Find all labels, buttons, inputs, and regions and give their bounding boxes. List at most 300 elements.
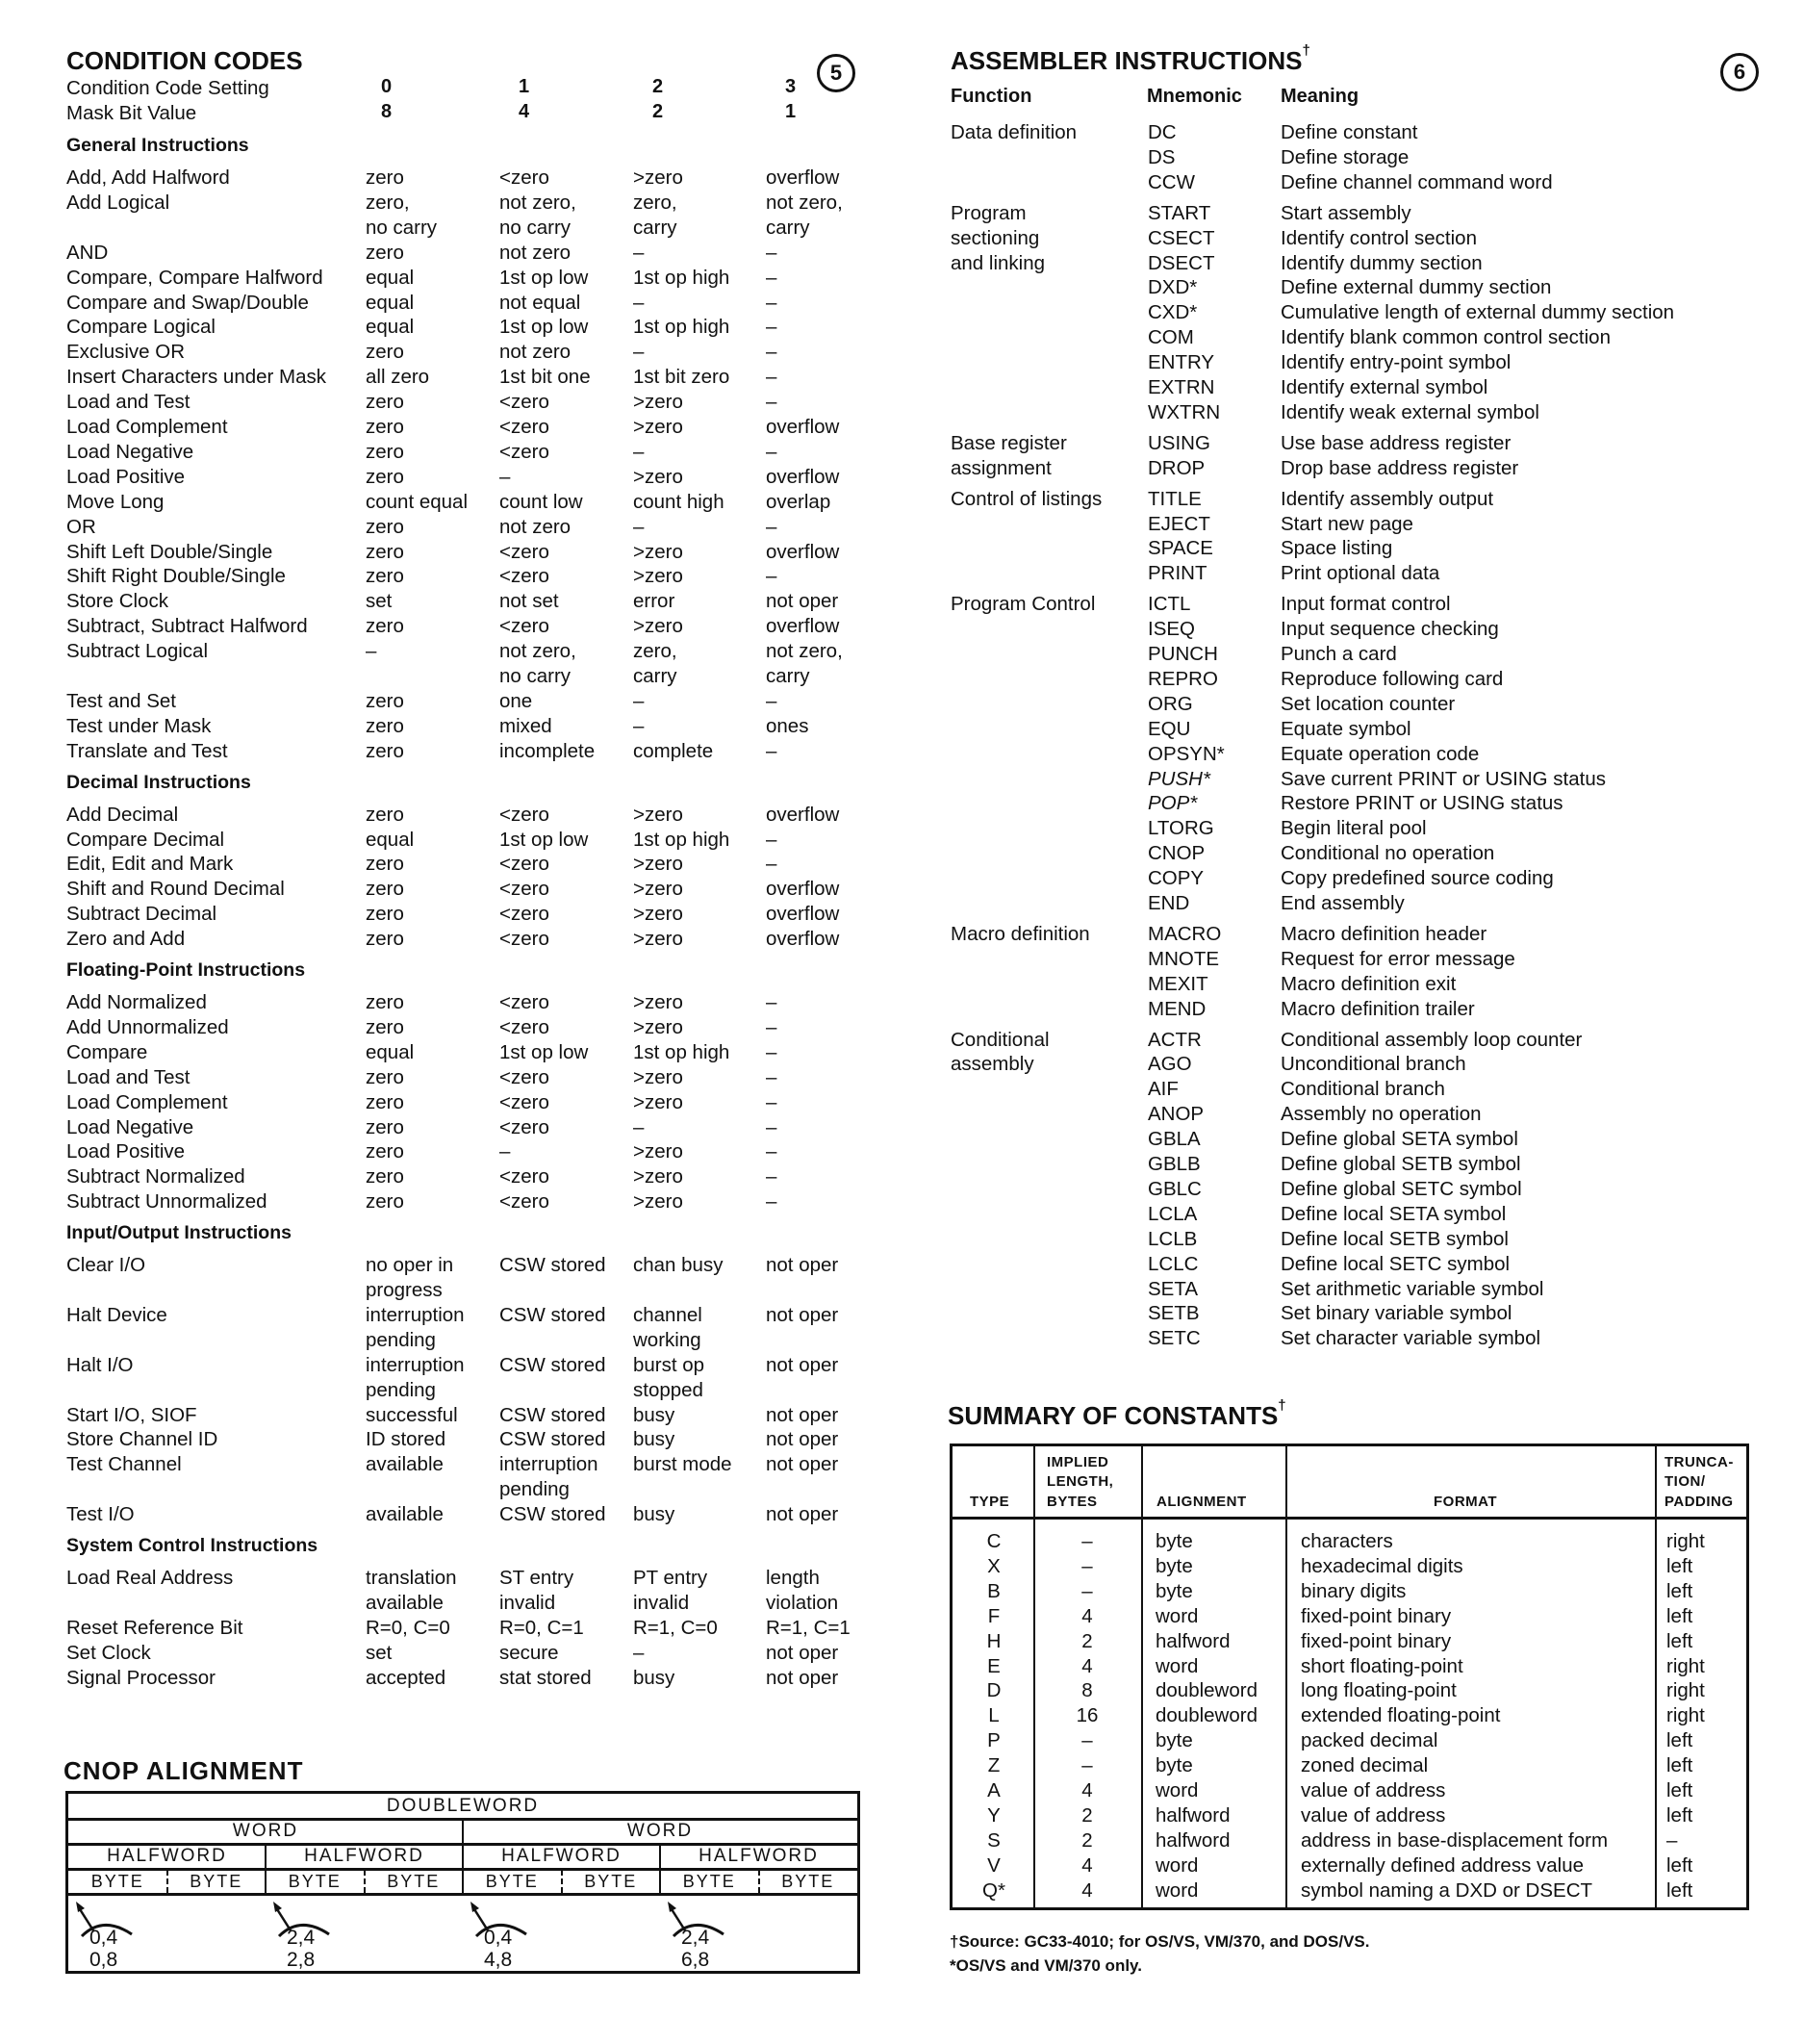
constant-alignment: doubleword	[1156, 1704, 1258, 1727]
condition-code-cell: not oper	[766, 590, 839, 613]
condition-code-cell: >zero	[633, 853, 683, 876]
condition-code-cell: 1st op high	[633, 316, 730, 339]
byte-label: BYTE	[387, 1872, 441, 1891]
constant-truncation-padding: right	[1666, 1654, 1705, 1677]
condition-code-cell: R=0, C=1	[499, 1616, 584, 1639]
mnemonic-header: Mnemonic	[1147, 86, 1242, 107]
condition-code-cell: not equal	[499, 291, 581, 314]
meaning: Punch a card	[1281, 643, 1397, 665]
meaning: Request for error message	[1281, 947, 1515, 970]
instruction-name: Exclusive OR	[66, 341, 186, 364]
condition-code-cell: <zero	[499, 615, 549, 638]
condition-code-cell: zero	[366, 689, 404, 712]
condition-code-cell: progress	[366, 1279, 443, 1301]
mnemonic: USING	[1148, 431, 1210, 454]
condition-code-cell: <zero	[499, 803, 549, 826]
condition-code-cell: equal	[366, 828, 415, 851]
function-label: Conditional	[951, 1028, 1050, 1051]
condition-code-cell: burst op	[633, 1353, 705, 1376]
condition-code-cell: <zero	[499, 1190, 549, 1214]
condition-code-cell: zero	[366, 440, 404, 463]
constant-type: A	[987, 1779, 1001, 1801]
meaning: Space listing	[1281, 537, 1393, 560]
condition-code-cell: –	[766, 515, 777, 538]
instruction-name: Zero and Add	[66, 928, 186, 951]
condition-code-cell: burst mode	[633, 1453, 732, 1476]
condition-code-cell: <zero	[499, 878, 549, 901]
constant-implied-length: 4	[1081, 1878, 1093, 1902]
condition-code-cell: equal	[366, 316, 415, 339]
meaning: Conditional no operation	[1281, 842, 1495, 865]
condition-code-cell: complete	[633, 739, 714, 762]
condition-code-cell: overflow	[766, 166, 840, 189]
mnemonic: PUSH*	[1148, 767, 1210, 790]
mnemonic: ENTRY	[1148, 351, 1215, 374]
function-label: Base register	[951, 431, 1067, 454]
constant-format: value of address	[1301, 1803, 1446, 1827]
constant-truncation-padding: left	[1666, 1754, 1693, 1777]
constant-format: extended floating-point	[1301, 1704, 1501, 1727]
halfword-label: HALFWORD	[699, 1846, 819, 1866]
function-label: and linking	[951, 251, 1046, 274]
constant-implied-length: 4	[1081, 1654, 1093, 1677]
instruction-name: Store Clock	[66, 590, 168, 613]
instruction-name: Load Negative	[66, 440, 194, 463]
instruction-name: Start I/O, SIOF	[66, 1403, 197, 1426]
constant-truncation-padding: right	[1666, 1704, 1705, 1727]
instruction-name: Load Positive	[66, 1140, 186, 1163]
condition-code-cell: <zero	[499, 1015, 549, 1038]
condition-code-cell: carry	[633, 665, 677, 687]
condition-code-cell: –	[633, 1641, 645, 1664]
meaning: Macro definition exit	[1281, 972, 1457, 995]
function-label: Program	[951, 201, 1027, 224]
constant-truncation-padding: left	[1666, 1853, 1693, 1877]
condition-code-cell: no oper in	[366, 1254, 454, 1277]
condition-code-cell: busy	[633, 1503, 675, 1526]
condition-code-cell: 1st op high	[633, 266, 730, 289]
mnemonic: CXD*	[1148, 301, 1198, 324]
byte-label: BYTE	[781, 1872, 835, 1891]
condition-code-cell: –	[766, 440, 777, 463]
implied-length-header: LENGTH,	[1047, 1473, 1114, 1490]
instruction-name: Shift Right Double/Single	[66, 565, 286, 588]
constant-implied-length: 4	[1081, 1604, 1093, 1627]
condition-code-cell: zero	[366, 1090, 404, 1113]
mnemonic: AGO	[1148, 1053, 1192, 1076]
constants-title-text: SUMMARY OF CONSTANTS	[948, 1401, 1279, 1430]
condition-code-cell: ones	[766, 714, 809, 737]
alignment-header: ALIGNMENT	[1156, 1493, 1247, 1510]
condition-code-cell: not oper	[766, 1254, 839, 1277]
condition-code-cell: <zero	[499, 853, 549, 876]
condition-code-cell: 1st op high	[633, 1040, 730, 1063]
meaning: Reproduce following card	[1281, 667, 1504, 690]
table-column-divider	[1285, 1446, 1287, 1907]
condition-code-cell: translation	[366, 1567, 457, 1589]
condition-code-cell: not zero	[499, 515, 572, 538]
cnop-operand-top: 0,4	[484, 1927, 513, 1949]
dagger-mark: †	[1278, 1397, 1286, 1414]
section-heading: System Control Instructions	[66, 1535, 318, 1556]
condition-code-cell: invalid	[499, 1591, 556, 1614]
condition-code-cell: >zero	[633, 465, 683, 488]
instruction-name: Compare and Swap/Double	[66, 291, 309, 314]
mnemonic: PUNCH	[1148, 643, 1218, 665]
condition-code-cell: not zero,	[499, 640, 576, 663]
condition-code-cell: working	[633, 1328, 701, 1351]
condition-code-value: 3	[785, 76, 797, 97]
condition-code-cell: zero	[366, 615, 404, 638]
format-header: FORMAT	[1434, 1493, 1498, 1510]
instruction-name: Load Complement	[66, 416, 228, 438]
constant-alignment: byte	[1156, 1530, 1193, 1552]
mnemonic: GBLC	[1148, 1177, 1202, 1200]
condition-code-cell: overflow	[766, 416, 840, 438]
instruction-name: Load Complement	[66, 1090, 228, 1113]
meaning: Define global SETB symbol	[1281, 1153, 1521, 1175]
condition-code-cell: –	[766, 1015, 777, 1038]
instruction-name: Subtract Normalized	[66, 1165, 245, 1188]
condition-code-cell: busy	[633, 1666, 675, 1689]
mnemonic: COM	[1148, 326, 1194, 349]
condition-code-cell: >zero	[633, 803, 683, 826]
constant-type: H	[986, 1629, 1002, 1652]
mnemonic: SPACE	[1148, 537, 1213, 560]
instruction-name: Compare Logical	[66, 316, 216, 339]
condition-code-cell: not set	[499, 590, 559, 613]
condition-code-cell: zero	[366, 241, 404, 264]
instruction-name: Load Positive	[66, 465, 186, 488]
condition-code-cell: zero	[366, 1190, 404, 1214]
constant-format: fixed-point binary	[1301, 1604, 1452, 1627]
condition-code-cell: zero	[366, 465, 404, 488]
condition-code-cell: secure	[499, 1641, 559, 1664]
condition-code-cell: not oper	[766, 1303, 839, 1326]
instruction-name: Shift and Round Decimal	[66, 878, 285, 901]
constant-format: packed decimal	[1301, 1729, 1438, 1752]
condition-code-cell: zero	[366, 416, 404, 438]
meaning: Set character variable symbol	[1281, 1327, 1541, 1350]
constant-truncation-padding: –	[1666, 1828, 1678, 1852]
instruction-name: Store Channel ID	[66, 1428, 218, 1451]
condition-code-cell: <zero	[499, 391, 549, 414]
condition-code-cell: overflow	[766, 540, 840, 563]
instruction-name: Compare	[66, 1040, 148, 1063]
constant-implied-length: –	[1081, 1554, 1093, 1577]
condition-code-cell: >zero	[633, 991, 683, 1013]
constant-implied-length: 8	[1081, 1679, 1093, 1702]
condition-code-cell: zero	[366, 1140, 404, 1163]
constant-alignment: byte	[1156, 1579, 1193, 1602]
condition-code-cell: –	[766, 1065, 777, 1088]
condition-code-cell: 1st op high	[633, 828, 730, 851]
mnemonic: OPSYN*	[1148, 742, 1225, 765]
mnemonic: SETC	[1148, 1327, 1201, 1350]
condition-code-cell: >zero	[633, 416, 683, 438]
meaning: Copy predefined source coding	[1281, 867, 1554, 890]
condition-code-cell: zero	[366, 515, 404, 538]
constant-type: P	[987, 1729, 1001, 1752]
instruction-name: Subtract Logical	[66, 640, 209, 663]
condition-code-cell: not oper	[766, 1353, 839, 1376]
instruction-name: Edit, Edit and Mark	[66, 853, 234, 876]
condition-code-cell: not zero,	[499, 191, 576, 214]
constant-implied-length: 4	[1081, 1853, 1093, 1877]
condition-code-cell: >zero	[633, 391, 683, 414]
condition-code-cell: >zero	[633, 1090, 683, 1113]
condition-code-cell: –	[633, 241, 645, 264]
section-heading: Decimal Instructions	[66, 771, 251, 793]
mnemonic: LCLC	[1148, 1252, 1199, 1275]
condition-code-cell: incomplete	[499, 739, 596, 762]
condition-code-cell: busy	[633, 1403, 675, 1426]
condition-code-cell: pending	[366, 1328, 436, 1351]
condition-code-cell: <zero	[499, 1065, 549, 1088]
meaning: Input format control	[1281, 593, 1451, 616]
condition-code-cell: <zero	[499, 166, 549, 189]
meaning: Conditional branch	[1281, 1078, 1445, 1101]
constant-format: long floating-point	[1301, 1679, 1457, 1702]
table-column-divider	[1655, 1446, 1657, 1907]
meaning: Start new page	[1281, 512, 1413, 535]
condition-code-cell: zero	[366, 853, 404, 876]
condition-code-cell: busy	[633, 1428, 675, 1451]
section-heading: Floating-Point Instructions	[66, 959, 306, 981]
condition-code-cell: CSW stored	[499, 1353, 606, 1376]
instruction-name: Test under Mask	[66, 714, 212, 737]
instruction-name: Load Negative	[66, 1115, 194, 1138]
mnemonic: POP*	[1148, 792, 1198, 815]
condition-code-cell: –	[766, 1140, 777, 1163]
constant-implied-length: –	[1081, 1754, 1093, 1777]
mnemonic: END	[1148, 892, 1190, 914]
condition-code-cell: set	[366, 1641, 393, 1664]
condition-code-cell: –	[633, 689, 645, 712]
mnemonic: ISEQ	[1148, 618, 1195, 641]
condition-code-cell: carry	[766, 665, 810, 687]
constant-format: short floating-point	[1301, 1654, 1463, 1677]
constant-alignment: byte	[1156, 1729, 1193, 1752]
condition-code-cell: not zero	[499, 341, 572, 364]
assembler-instructions-title	[951, 42, 1310, 76]
condition-code-cell: 1st op low	[499, 316, 589, 339]
condition-code-cell: overflow	[766, 928, 840, 951]
function-label: assignment	[951, 456, 1052, 479]
mnemonic: WXTRN	[1148, 400, 1221, 423]
instruction-name: Load and Test	[66, 391, 191, 414]
condition-code-cell: zero	[366, 903, 404, 926]
mnemonic: DROP	[1148, 456, 1206, 479]
instruction-name: Compare, Compare Halfword	[66, 266, 323, 289]
mnemonic: LCLB	[1148, 1227, 1198, 1250]
condition-code-cell: CSW stored	[499, 1303, 606, 1326]
mnemonic: DS	[1148, 145, 1176, 168]
condition-code-cell: –	[766, 316, 777, 339]
constant-truncation-padding: left	[1666, 1779, 1693, 1801]
condition-code-cell: –	[766, 391, 777, 414]
mnemonic: COPY	[1148, 867, 1205, 890]
meaning: Restore PRINT or USING status	[1281, 792, 1563, 815]
instruction-name: Test Channel	[66, 1453, 182, 1476]
condition-code-cell: pending	[366, 1378, 436, 1401]
instruction-name: Load Real Address	[66, 1567, 234, 1589]
constant-implied-length: –	[1081, 1530, 1093, 1552]
condition-code-cell: –	[766, 1040, 777, 1063]
condition-code-cell: zero	[366, 878, 404, 901]
function-label: Control of listings	[951, 487, 1103, 510]
condition-code-cell: >zero	[633, 1190, 683, 1214]
instruction-name: Subtract, Subtract Halfword	[66, 615, 308, 638]
constant-implied-length: 2	[1081, 1629, 1093, 1652]
meaning: Save current PRINT or USING status	[1281, 767, 1606, 790]
condition-code-cell: >zero	[633, 540, 683, 563]
meaning: Use base address register	[1281, 431, 1512, 454]
constant-truncation-padding: left	[1666, 1878, 1693, 1902]
condition-code-cell: stopped	[633, 1378, 703, 1401]
instruction-name: Subtract Unnormalized	[66, 1190, 267, 1214]
constant-type: S	[987, 1828, 1001, 1852]
meaning: Unconditional branch	[1281, 1053, 1466, 1076]
condition-code-cell: no carry	[499, 216, 572, 239]
constant-implied-length: 4	[1081, 1779, 1093, 1801]
condition-code-cell: overflow	[766, 903, 840, 926]
mnemonic: DSECT	[1148, 251, 1215, 274]
meaning: Identify external symbol	[1281, 376, 1488, 398]
meaning: Define channel command word	[1281, 170, 1553, 193]
mnemonic: ACTR	[1148, 1028, 1202, 1051]
condition-code-cell: overflow	[766, 465, 840, 488]
halfword-label: HALFWORD	[501, 1846, 622, 1866]
condition-code-cell: channel	[633, 1303, 702, 1326]
instruction-name: Load and Test	[66, 1065, 191, 1088]
condition-code-cell: <zero	[499, 991, 549, 1013]
condition-code-cell: zero	[366, 341, 404, 364]
instruction-name: Clear I/O	[66, 1254, 146, 1277]
implied-length-header: BYTES	[1047, 1493, 1098, 1510]
condition-code-cell: >zero	[633, 1140, 683, 1163]
mnemonic: ORG	[1148, 692, 1193, 715]
condition-code-cell: overflow	[766, 803, 840, 826]
mnemonic: SETB	[1148, 1302, 1200, 1325]
instruction-name: Insert Characters under Mask	[66, 366, 327, 389]
mnemonic: LTORG	[1148, 817, 1214, 840]
condition-code-cell: successful	[366, 1403, 458, 1426]
meaning: Input sequence checking	[1281, 618, 1499, 641]
mask-bit-value: 8	[381, 101, 393, 122]
constant-type: Q*	[982, 1878, 1005, 1902]
condition-code-cell: zero	[366, 391, 404, 414]
mnemonic: MEND	[1148, 997, 1207, 1020]
constant-type: Z	[987, 1754, 1001, 1777]
constant-alignment: halfword	[1156, 1828, 1231, 1852]
condition-code-cell: –	[633, 1115, 645, 1138]
condition-code-cell: 1st op low	[499, 266, 589, 289]
table-header-divider	[953, 1517, 1746, 1520]
condition-code-cell: >zero	[633, 615, 683, 638]
mask-bit-value: 4	[519, 101, 530, 122]
condition-code-cell: chan busy	[633, 1254, 724, 1277]
condition-code-cell: zero,	[633, 640, 677, 663]
constant-implied-length: 2	[1081, 1803, 1093, 1827]
constant-alignment: byte	[1156, 1754, 1193, 1777]
condition-code-cell: count low	[499, 490, 583, 513]
condition-code-cell: >zero	[633, 1015, 683, 1038]
constant-implied-length: –	[1081, 1729, 1093, 1752]
condition-code-cell: overflow	[766, 615, 840, 638]
assembler-title-text: ASSEMBLER INSTRUCTIONS	[951, 46, 1303, 75]
mnemonic: GBLA	[1148, 1128, 1201, 1151]
constant-alignment: byte	[1156, 1554, 1193, 1577]
condition-code-cell: –	[766, 1165, 777, 1188]
instruction-name: OR	[66, 515, 96, 538]
condition-code-cell: not oper	[766, 1403, 839, 1426]
constant-implied-length: 16	[1076, 1704, 1099, 1727]
page-marker-5: 5	[817, 54, 855, 92]
truncation-padding-header: PADDING	[1664, 1493, 1734, 1510]
function-label: Macro definition	[951, 922, 1090, 945]
byte-label: BYTE	[682, 1872, 736, 1891]
constant-truncation-padding: left	[1666, 1729, 1693, 1752]
meaning: Identify dummy section	[1281, 251, 1483, 274]
word-label: WORD	[626, 1821, 694, 1841]
mnemonic: REPRO	[1148, 667, 1218, 690]
instruction-name: Translate and Test	[66, 739, 228, 762]
mnemonic: MACRO	[1148, 922, 1222, 945]
condition-code-cell: –	[766, 991, 777, 1013]
condition-code-cell: zero,	[366, 191, 410, 214]
condition-code-cell: 1st bit one	[499, 366, 591, 389]
page-marker-6: 6	[1720, 53, 1759, 91]
condition-code-cell: –	[499, 1140, 511, 1163]
condition-code-cell: <zero	[499, 440, 549, 463]
instruction-name: Signal Processor	[66, 1666, 216, 1689]
instruction-name: Add Decimal	[66, 803, 179, 826]
constant-format: fixed-point binary	[1301, 1629, 1452, 1652]
mnemonic: CCW	[1148, 170, 1195, 193]
condition-code-cell: PT entry	[633, 1567, 708, 1589]
condition-codes-title: CONDITION CODES	[66, 46, 303, 75]
condition-code-cell: zero	[366, 991, 404, 1013]
mnemonic: TITLE	[1148, 487, 1202, 510]
constant-format: symbol naming a DXD or DSECT	[1301, 1878, 1593, 1902]
constant-type: D	[986, 1679, 1002, 1702]
meaning: Equate operation code	[1281, 742, 1480, 765]
cnop-operand-bottom: 2,8	[287, 1949, 316, 1971]
mnemonic: START	[1148, 201, 1211, 224]
constant-alignment: word	[1156, 1853, 1199, 1877]
mnemonic: CSECT	[1148, 226, 1215, 249]
condition-code-cell: carry	[633, 216, 677, 239]
condition-code-cell: not zero,	[766, 191, 843, 214]
instruction-name: Add Normalized	[66, 991, 207, 1013]
condition-code-cell: all zero	[366, 366, 430, 389]
constant-alignment: halfword	[1156, 1803, 1231, 1827]
condition-code-cell: –	[766, 291, 777, 314]
mnemonic: DXD*	[1148, 276, 1198, 299]
meaning: Define global SETA symbol	[1281, 1128, 1518, 1151]
condition-code-cell: zero	[366, 714, 404, 737]
condition-code-cell: <zero	[499, 565, 549, 588]
condition-code-cell: R=1, C=1	[766, 1616, 851, 1639]
constant-format: value of address	[1301, 1779, 1446, 1801]
condition-code-cell: <zero	[499, 1115, 549, 1138]
condition-code-cell: 1st bit zero	[633, 366, 730, 389]
mnemonic: EJECT	[1148, 512, 1210, 535]
instruction-name: Move Long	[66, 490, 165, 513]
condition-code-cell: –	[766, 853, 777, 876]
constant-format: hexadecimal digits	[1301, 1554, 1463, 1577]
